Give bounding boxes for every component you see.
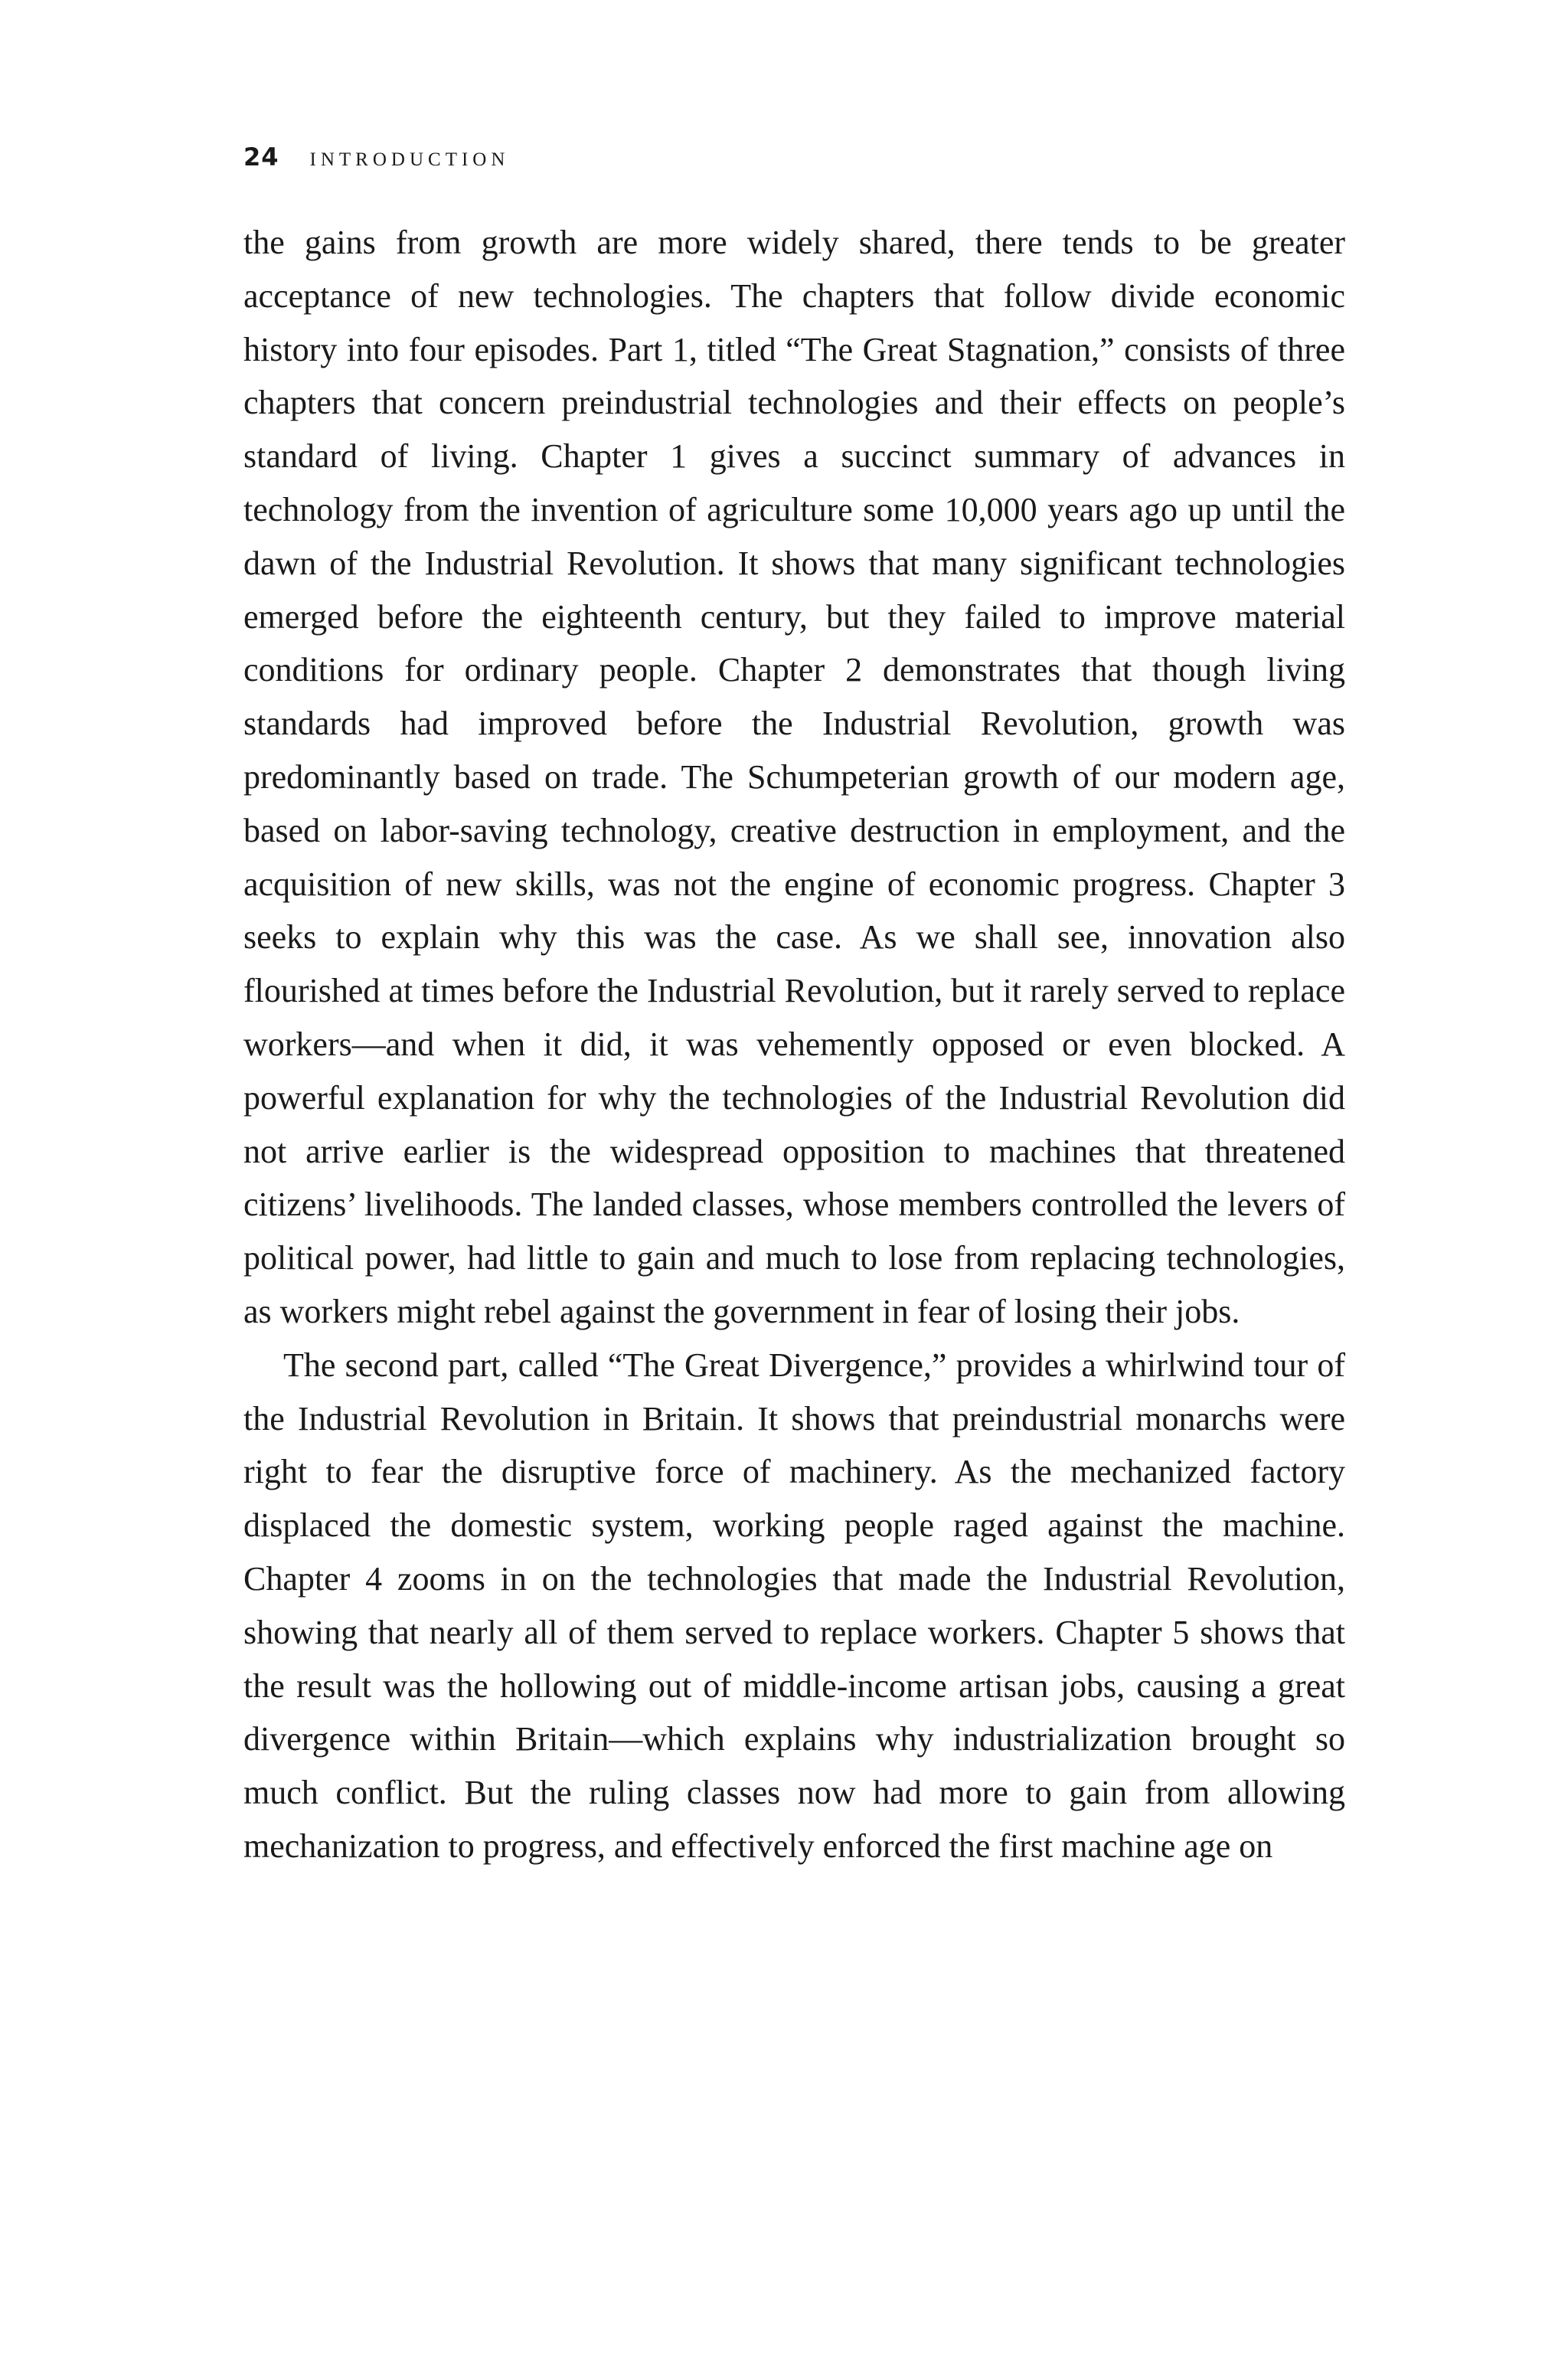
section-title: INTRODUCTION bbox=[309, 149, 510, 170]
running-head bbox=[243, 142, 509, 172]
paragraph-1: the gains from growth are more widely shared, there tends to be greater acceptance of new technologies. The chapters that follow divide economic history into four episodes. Part 1, titled “The Great Stagnation,” consists of three chapters that concern preindustrial technologies and their effects on people’s standard of living. Chapter 1 gives a succinct summary of advances in technology from the invention of agriculture some 10,000 years ago up until the dawn of the Industrial Revolution. It shows that many significant technologies emerged before the eighteenth century, but they failed to improve material conditions for ordinary people. Chapter 2 demonstrates that though living standards had improved before the Industrial Revolution, growth was predominantly based on trade. The Schumpeterian growth of our modern age, based on labor-saving technology, creative destruction in employment, and the acquisition of new skills, was not the engine of economic progress. Chapter 3 seeks to explain why this was the case. As we shall see, innovation also flourished at times before the Industrial Revolution, but it rarely served to replace workers—and when it did, it was vehemently opposed or even blocked. A powerful explanation for why the technologies of the Industrial Revolution did not arrive earlier is the widespread opposition to machines that threatened citizens’ livelihoods. The landed classes, whose members controlled the levers of political power, had little to gain and much to lose from replacing technologies, as workers might rebel against the government in fear of losing their jobs. bbox=[243, 224, 1345, 1330]
paragraph-2: The second part, called “The Great Divergence,” provides a whirlwind tour of the Industrial Revolution in Britain. It shows that preindustrial monarchs were right to fear the disruptive force of machinery. As the mechanized factory displaced the domestic system, working people raged against the machine. Chapter 4 zooms in on the technologies that made the Industrial Revolution, showing that nearly all of them served to replace workers. Chapter 5 shows that the result was the hollowing out of middle-income artisan jobs, causing a great divergence within Britain—which explains why industrialization brought so much conflict. But the ruling classes now had more to gain from allowing mechanization to progress, and effectively enforced the first machine age on bbox=[243, 1346, 1345, 1865]
page-number: 24 bbox=[243, 142, 279, 172]
body-text bbox=[243, 216, 1345, 1873]
